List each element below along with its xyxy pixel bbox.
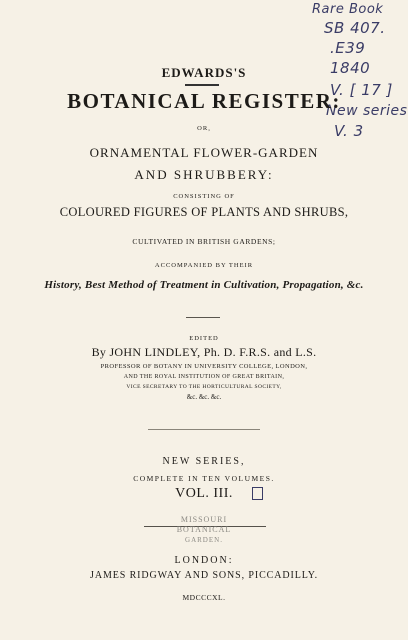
annotation-new-series: New series — [326, 103, 408, 119]
annotation-v3: V. 3 — [334, 122, 364, 140]
new-series-line: NEW SERIES, — [162, 456, 246, 467]
edited-text: EDITED — [189, 335, 219, 342]
volume-line: VOL. III. — [175, 486, 233, 501]
complete-line: COMPLETE IN TEN VOLUMES. — [133, 474, 275, 483]
middle-rule — [148, 429, 260, 430]
stamp-line2: BOTANICAL — [176, 525, 232, 534]
publisher-name: EDWARDS'S — [161, 65, 247, 80]
stamp-line1: MISSOURI — [180, 515, 228, 524]
credential-line2: AND THE ROYAL INSTITUTION OF GREAT BRITAIN, — [123, 374, 285, 380]
annotation-box-mark — [252, 487, 263, 500]
coloured-figures-line: COLOURED FIGURES OF PLANTS AND SHRUBS, — [59, 205, 349, 219]
cultivated-line: CULTIVATED IN BRITISH GARDENS; — [132, 237, 276, 246]
consisting-of-text: CONSISTING OF — [173, 193, 235, 200]
short-rule — [185, 84, 219, 86]
annotation-rare-book: Rare Book — [312, 2, 384, 17]
accompanied-line: ACCOMPANIED BY THEIR — [154, 262, 254, 269]
subtitle-line1: ORNAMENTAL FLOWER-GARDEN — [89, 145, 319, 160]
credential-line4: &c. &c. &c. — [186, 393, 222, 401]
or-text: OR, — [197, 125, 211, 132]
stamp-line3: GARDEN. — [185, 536, 223, 544]
subtitle-line2: AND SHRUBBERY: — [134, 167, 274, 182]
ornament-rule — [186, 317, 220, 318]
history-line: History, Best Method of Treatment in Cultivation, Propagation, &c. — [44, 279, 364, 291]
date-line: MDCCCXL. — [182, 593, 226, 602]
annotation-call-number: SB 407. — [324, 19, 386, 37]
credential-line3: VICE SECRETARY TO THE HORTICULTURAL SOCIETY, — [126, 384, 282, 390]
annotation-volume-bracket: V. [ 17 ] — [330, 81, 393, 99]
imprint-line: JAMES RIDGWAY AND SONS, PICCADILLY. — [90, 570, 318, 581]
main-title: BOTANICAL REGISTER: — [67, 89, 341, 113]
annotation-cutter: .E39 — [330, 39, 366, 57]
london-line: LONDON: — [174, 555, 234, 566]
editor-line: By JOHN LINDLEY, Ph. D. F.R.S. and L.S. — [91, 345, 317, 359]
annotation-year: 1840 — [330, 59, 371, 77]
credential-line1: PROFESSOR OF BOTANY IN UNIVERSITY COLLEGE, LONDON, — [100, 363, 308, 370]
